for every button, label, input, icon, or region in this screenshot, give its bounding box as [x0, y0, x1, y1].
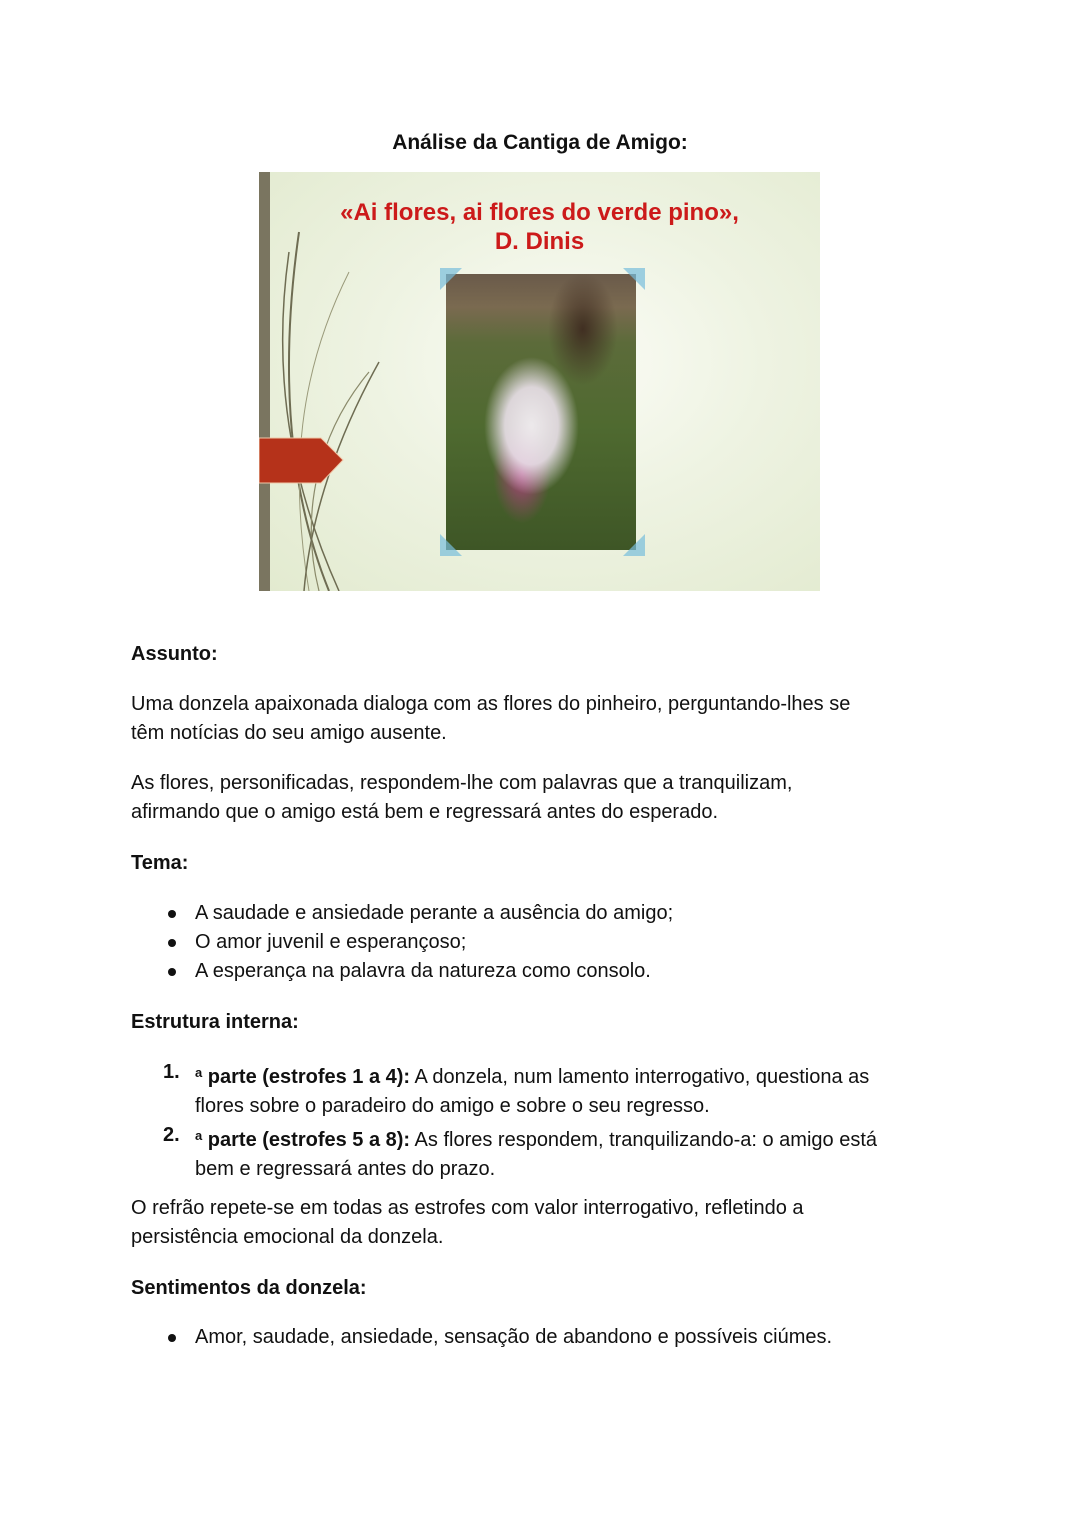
painting-image	[446, 274, 636, 550]
sentimentos-list	[131, 1323, 832, 1352]
list-item-text: Amor, saudade, ansiedade, sensação de abandono e possíveis ciúmes.	[195, 1326, 833, 1348]
list-item-text: As flores respondem, tranquilizando-a: o amigo está	[410, 1129, 878, 1151]
text-line: persistência emocional da donzela.	[131, 1226, 444, 1248]
tema-list	[131, 899, 673, 986]
section-heading-sentimentos: Sentimentos da donzela:	[131, 1277, 367, 1299]
list-item	[131, 1323, 832, 1352]
slide-title	[259, 198, 820, 256]
refrao-paragraph	[131, 1194, 951, 1252]
list-item	[131, 899, 673, 928]
text-line: afirmando que o amigo está bem e regressará antes do esperado.	[131, 801, 719, 823]
text-line: têm notícias do seu amigo ausente.	[131, 722, 447, 744]
bullet-icon	[168, 1334, 176, 1342]
estrutura-list	[131, 1058, 951, 1184]
list-item-text: A saudade e ansiedade perante a ausência do amigo;	[195, 902, 674, 924]
list-number: 1.	[163, 1061, 180, 1083]
list-item-lead: parte (estrofes 5 a 8):	[207, 1129, 411, 1151]
slide-title-line-2: D. Dinis	[494, 228, 585, 255]
assunto-paragraph-1	[131, 690, 951, 748]
list-item	[131, 1058, 951, 1121]
ordinal-superscript: a	[195, 1128, 203, 1143]
list-item	[131, 928, 673, 957]
list-item-text: A donzela, num lamento interrogativo, questiona as	[410, 1066, 870, 1088]
list-item	[131, 957, 673, 986]
text-line: O refrão repete-se em todas as estrofes com valor interrogativo, refletindo a	[131, 1197, 804, 1219]
list-item-text: bem e regressará antes do prazo.	[195, 1158, 496, 1180]
bullet-icon	[168, 968, 176, 976]
section-heading-assunto: Assunto:	[131, 643, 218, 665]
list-item-lead: parte (estrofes 1 a 4):	[207, 1066, 411, 1088]
ordinal-superscript: a	[195, 1065, 203, 1080]
bullet-icon	[168, 910, 176, 918]
section-heading-estrutura-interna: Estrutura interna:	[131, 1011, 299, 1033]
document-title: Análise da Cantiga de Amigo:	[392, 131, 688, 154]
slide-image	[259, 172, 820, 591]
text-line: As flores, personificadas, respondem-lhe com palavras que a tranquilizam,	[131, 772, 793, 794]
red-arrow-tab-icon	[259, 436, 349, 488]
text-line: Uma donzela apaixonada dialoga com as flores do pinheiro, perguntando-lhes se	[131, 693, 851, 715]
list-item-text: O amor juvenil e esperançoso;	[195, 931, 467, 953]
slide-title-line-1: «Ai flores, ai flores do verde pino»,	[340, 199, 739, 226]
list-item-text: flores sobre o paradeiro do amigo e sobre o seu regresso.	[195, 1095, 710, 1117]
list-item	[131, 1121, 951, 1184]
assunto-paragraph-2	[131, 769, 951, 827]
section-heading-tema: Tema:	[131, 852, 189, 874]
bullet-icon	[168, 939, 176, 947]
list-number: 2.	[163, 1124, 180, 1146]
list-item-text: A esperança na palavra da natureza como consolo.	[195, 960, 651, 982]
